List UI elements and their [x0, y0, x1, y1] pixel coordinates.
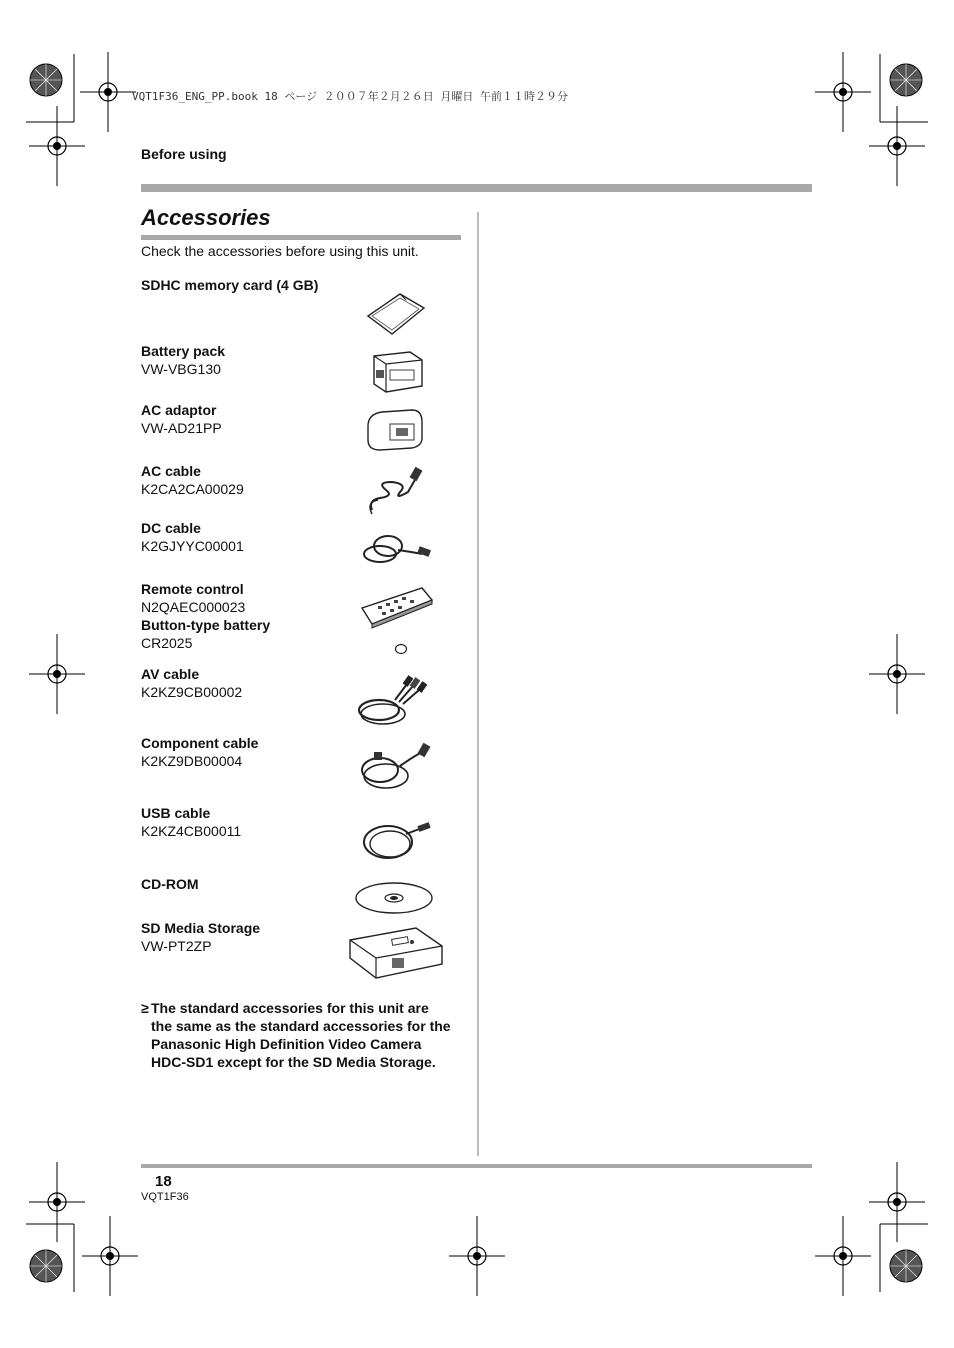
accessory-item [141, 665, 351, 701]
accessory-name: SDHC memory card (4 GB) [141, 277, 319, 293]
title-rule [141, 235, 461, 240]
page-title: Accessories [141, 205, 271, 230]
accessory-code: K2KZ9DB00004 [141, 753, 243, 769]
intro-text: Check the accessories before using this unit. [141, 243, 419, 259]
usb-cable-icon [358, 818, 434, 866]
accessory-code: K2KZ9CB00002 [141, 684, 243, 700]
accessory-code: K2CA2CA00029 [141, 481, 244, 497]
accessory-name: Component cable [141, 735, 259, 751]
bottom-rule [141, 1164, 812, 1168]
accessory-code: CR2025 [141, 635, 193, 651]
accessory-code: VW-PT2ZP [141, 938, 212, 954]
accessory-item [141, 462, 351, 498]
accessory-item [141, 401, 351, 437]
accessory-item [141, 734, 351, 770]
component-cable-icon [356, 740, 434, 796]
accessory-code: K2KZ4CB00011 [141, 823, 242, 839]
accessory-item [141, 342, 351, 378]
accessory-code: K2GJYYC00001 [141, 538, 244, 554]
print-header: VQT1F36_ENG_PP.book 18 ページ ２００７年２月２６日 月曜日 午前１１時２９分 [132, 90, 568, 103]
accessory-item [141, 804, 351, 840]
accessory-item [141, 519, 351, 555]
accessory-item [141, 919, 351, 955]
dc-cable-icon [358, 522, 432, 572]
document-code: VQT1F36 [141, 1191, 189, 1203]
ac-adaptor-icon [362, 404, 428, 454]
accessory-name: Battery pack [141, 343, 226, 359]
accessory-item [141, 276, 351, 294]
accessory-name: CD-ROM [141, 876, 199, 892]
accessory-name: Remote control [141, 581, 244, 597]
note-paragraph [141, 999, 451, 1071]
sd-media-storage-icon [346, 922, 446, 984]
battery-pack-icon [366, 346, 428, 396]
av-cable-icon [355, 670, 435, 728]
accessory-name: AV cable [141, 666, 200, 682]
accessory-name: USB cable [141, 805, 211, 821]
accessory-code: N2QAEC000023 [141, 599, 246, 615]
accessory-name: AC cable [141, 463, 201, 479]
ac-cable-icon [364, 462, 426, 518]
accessory-item [141, 875, 351, 893]
page-number: 18 [155, 1173, 172, 1190]
accessory-code: VW-VBG130 [141, 361, 221, 377]
sd-card-icon [362, 290, 428, 338]
cd-rom-icon [354, 880, 436, 916]
note-text: The standard accessories for this unit are the same as the standard accessories for the Panasonic High Definition Video Camera HDC-SD1 except for the SD Media Storage. [151, 1000, 451, 1070]
column-divider [477, 212, 479, 1156]
note-bullet: ≥ [141, 1000, 149, 1016]
button-battery-icon [393, 642, 409, 656]
accessory-name: DC cable [141, 520, 201, 536]
accessory-code: VW-AD21PP [141, 420, 222, 436]
section-label: Before using [141, 146, 227, 162]
accessory-name: AC adaptor [141, 402, 217, 418]
accessory-name: SD Media Storage [141, 920, 261, 936]
accessory-item [141, 580, 351, 652]
accessory-name: Button-type battery [141, 617, 271, 633]
top-rule [141, 184, 812, 192]
remote-control-icon [358, 584, 434, 630]
